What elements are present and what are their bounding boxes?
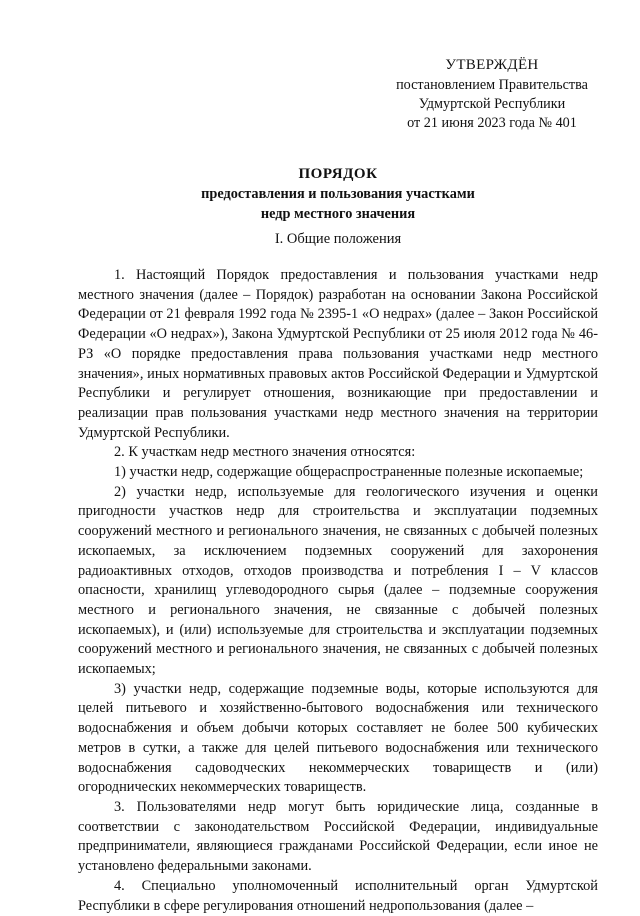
paragraph-1: 1. Настоящий Порядок предоставления и пользования участками недр местного значения (далее – Порядок) разработан на основании Закона Российской Федерации от 21 февраля 1992 года № 2395-1 «О недрах» (далее – Закон Российской Федерации «О недрах»), Закона Удмуртской Республики от 25 июля 2012 года № 46-РЗ «О порядке предоставления права пользования участками недр местного значения», иных нормативных правовых актов Российской Федерации и Удмуртской Республики и регулирует отношения, возникающие при предоставлении и реализации прав пользования участками недр местного значения на территории Удмуртской Республики.	[78, 267, 598, 441]
approval-stamp	[372, 56, 612, 133]
approval-heading: УТВЕРЖДЁН	[445, 57, 539, 73]
section-heading: I. Общие положения	[274, 231, 402, 247]
paragraph-2-item-2: 2) участки недр, используемые для геологического изучения и оценки пригодности участков недр для строительства и эксплуатации подземных сооружений местного и регионального значения, не связанных с добычей полезных ископаемых, за исключением подземных сооружений для захоронения радиоактивных отходов, отходов производства и потребления I – V классов опасности, хранилищ углеводородного сырья (далее – подземные сооружения местного и регионального значения, не связанные с добычей полезных ископаемых), и (или) используемые для строительства и эксплуатации подземных сооружений местного и регионального значения, не связанных с добычей полезных ископаемых;	[78, 483, 598, 678]
document-title	[78, 164, 598, 224]
approval-line-1: постановлением Правительства	[396, 77, 588, 93]
paragraph-4: 4. Специально уполномоченный исполнительный орган Удмуртской Республики в сфере регулирования отношений недропользования (далее –	[78, 877, 598, 914]
paragraph-3: 3. Пользователями недр могут быть юридические лица, созданные в соответствии с законодательством Российской Федерации, индивидуальные предприниматели, являющиеся гражданами Российской Федерации, если иное не установлено федеральными законами.	[78, 798, 598, 875]
document-body	[78, 266, 598, 916]
approval-line-3: от 21 июня 2023 года № 401	[407, 115, 577, 131]
paragraph-2-item-3: 3) участки недр, содержащие подземные воды, которые используются для целей питьевого и хозяйственно-бытового водоснабжения или технического водоснабжения и объем добычи которых составляет не более 500 кубических метров в сутки, а также для целей питьевого водоснабжения или технического водоснабжения садоводческих некоммерческих товариществ и (или) огороднических некоммерческих товариществ.	[78, 680, 598, 796]
approval-line-2: Удмуртской Республики	[418, 96, 566, 112]
title-sub-1: предоставления и пользования участками	[201, 186, 475, 202]
title-sub-2: недр местного значения	[260, 206, 416, 222]
paragraph-2-item-1: 1) участки недр, содержащие общераспространенные полезные ископаемые;	[114, 464, 584, 481]
title-main: ПОРЯДОК	[298, 166, 378, 182]
paragraph-2: 2. К участкам недр местного значения относятся:	[114, 444, 416, 461]
